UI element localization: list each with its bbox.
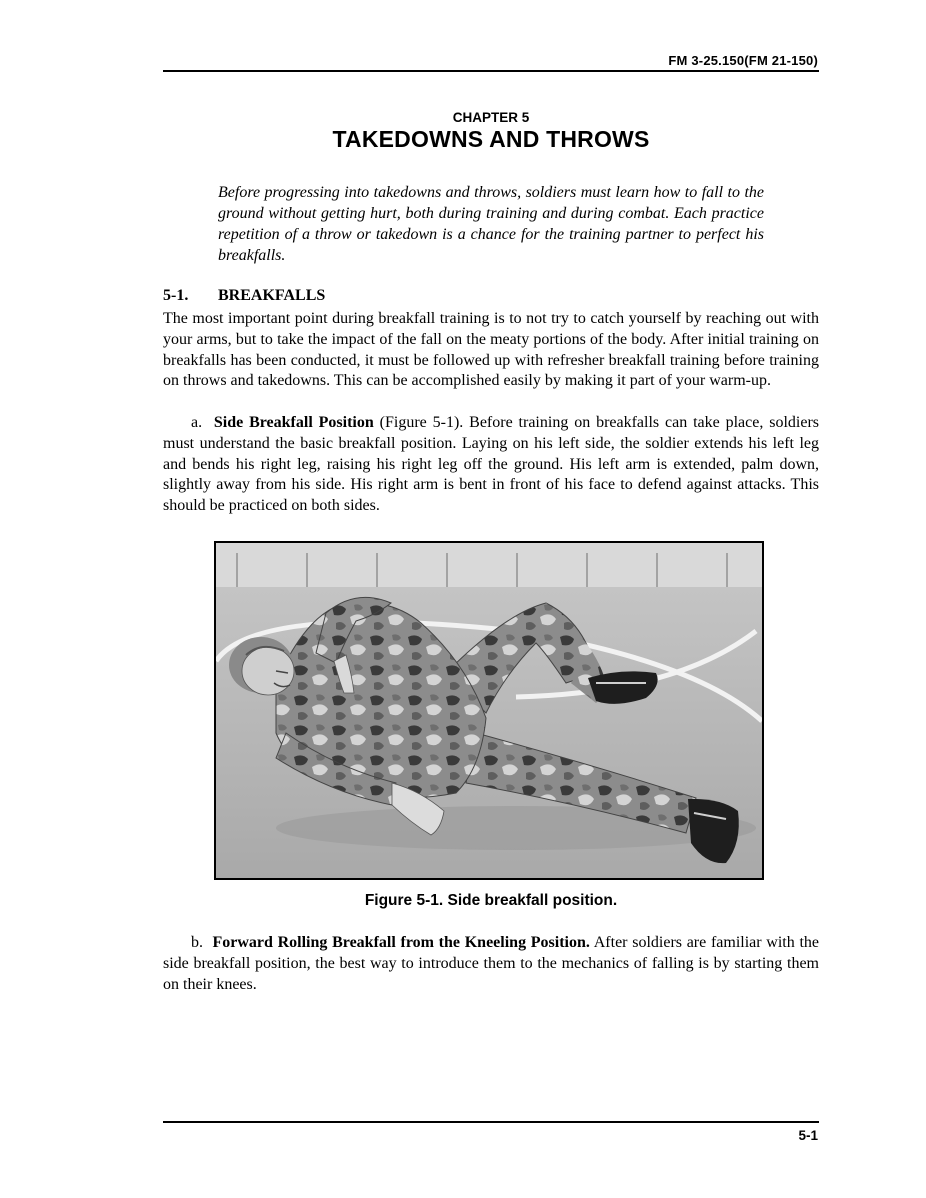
paragraph-a-text: (Figure 5-1). Before training on breakfalls can take place, soldiers must understand the basic breakfall position. Laying on his left side, the soldier extends his left leg and bends his right leg, raising his right leg off the ground. His left arm is extended, palm down, slightly away from his side. His right arm is bent in front of his face to defend against attacks. This should be practiced on both sides. (163, 414, 820, 515)
side-breakfall-photo (216, 543, 762, 878)
page-number: 5-1 (798, 1128, 818, 1143)
paragraph-b-heading: Forward Rolling Breakfall from the Kneeling Position. (212, 934, 590, 951)
paragraph-b-text: After soldiers are familiar with the side breakfall position, the best way to introduce them to the mechanics of falling is by starting them on their knees. (163, 934, 820, 993)
section-title: BREAKFALLS (218, 287, 326, 304)
section-heading (163, 287, 325, 305)
paragraph-a (163, 413, 819, 517)
figure-photo (214, 541, 764, 880)
figure-caption: Figure 5-1. Side breakfall position. (364, 892, 618, 909)
paragraph-b (163, 933, 819, 995)
header-rule (163, 70, 819, 72)
running-header: FM 3-25.150(FM 21-150) (668, 53, 818, 68)
paragraph-a-marker: a. (191, 414, 203, 431)
section-number: 5-1. (163, 287, 189, 304)
footer-rule (163, 1121, 819, 1123)
paragraph-a-heading: Side Breakfall Position (213, 414, 374, 431)
paragraph-b-marker: b. (191, 934, 203, 951)
paragraph-breakfalls: The most important point during breakfall training is to not try to catch yourself by reaching out with your arms, but to take the impact of the fall on the meaty portions of the body. After initial training on breakfalls has been conducted, it must be followed up with refresher breakfall training before training on throws and takedowns. This can be accomplished easily by making it part of your warm-up. (163, 310, 819, 390)
chapter-number: CHAPTER 5 (452, 110, 530, 125)
chapter-title: TAKEDOWNS AND THROWS (332, 126, 650, 152)
chapter-intro: Before progressing into takedowns and throws, soldiers must learn how to fall to the ground without getting hurt, both during training and during combat. Each practice repetition of a throw or takedown is a chance for the training partner to perfect his breakfalls. (218, 184, 764, 264)
